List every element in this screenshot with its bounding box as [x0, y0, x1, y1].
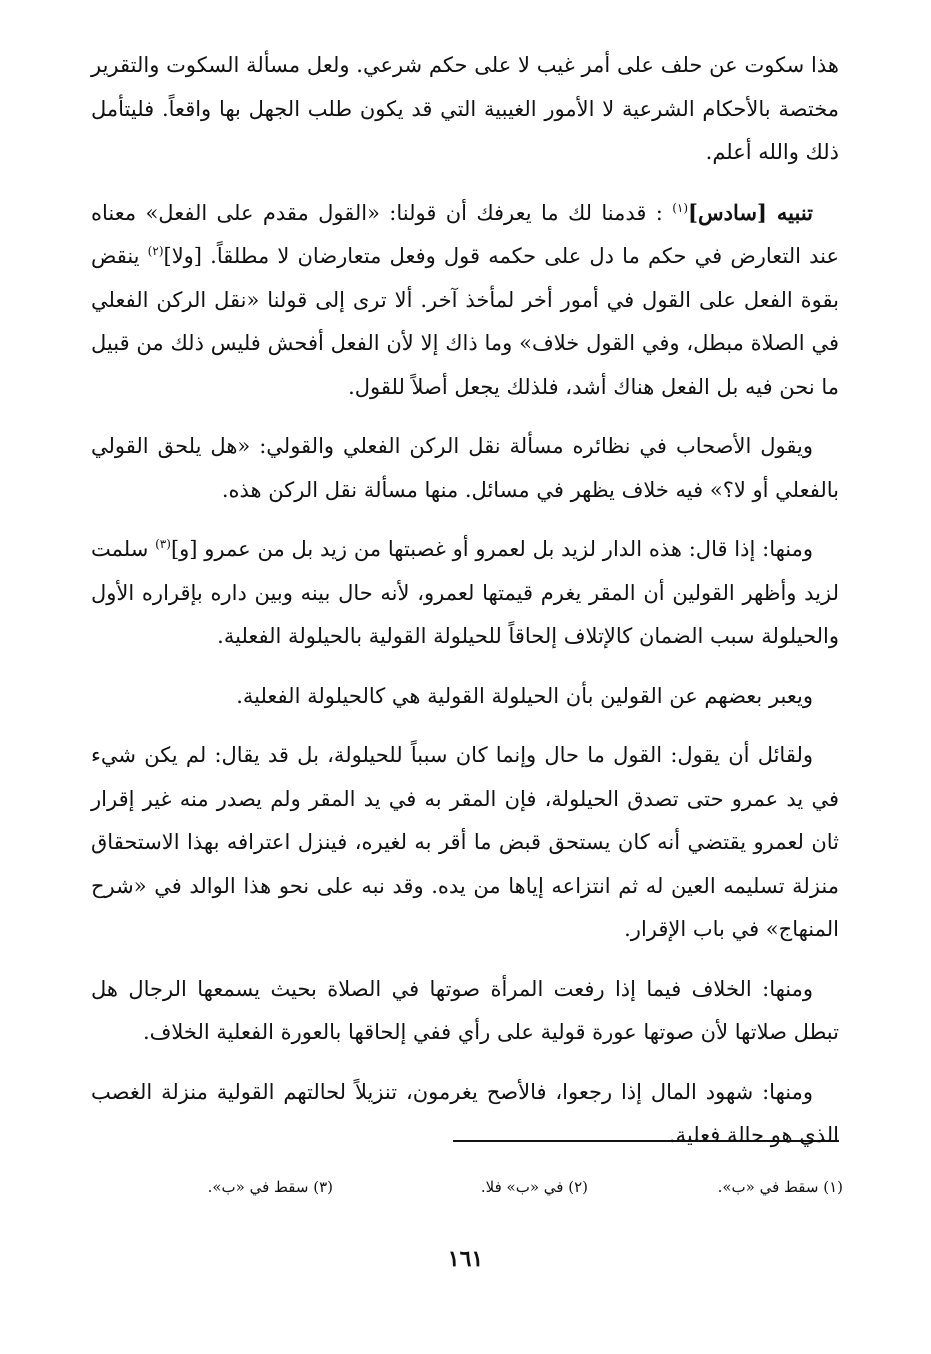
paragraph-4 [91, 528, 839, 659]
footnote-mark-2[interactable]: (٢) [147, 244, 164, 258]
paragraph-5-text: ويعبر بعضهم عن القولين بأن الحيلولة القولية هي كالحيلولة الفعلية. [236, 683, 813, 708]
paragraph-5 [91, 675, 839, 719]
paragraph-1 [91, 44, 839, 175]
paragraph-6 [91, 734, 839, 952]
paragraph-8 [91, 1071, 839, 1158]
paragraph-6-text: ولقائل أن يقول: القول ما حال وإنما كان سبباً للحيلولة، بل قد يقال: لم يكن شيء في يد عمرو حتى تصدق الحيلولة، فإن المقر به في يد المقر ولم يصدر منه غير إقرار ثان لعمرو يقتضي أنه كان يستحق قبض ما أقر به لغيره، فينزل اعترافه بهذا الاستحقاق منزلة تسليمه العين له ثم انتزاعه إياها من يده. وقد نبه على نحو هذا الوالد في «شرح المنهاج» في باب الإقرار. [91, 743, 840, 941]
paragraph-3 [91, 425, 839, 512]
paragraph-8-text: ومنها: شهود المال إذا رجعوا، فالأصح يغرمون، تنزيلاً لحالتهم القولية منزلة الغصب الذي هو حالة فعلية. [91, 1079, 839, 1147]
page-body [91, 44, 839, 1174]
footnote-2: (٢) في «ب» فلا. [480, 1178, 588, 1196]
paragraph-2 [91, 191, 839, 410]
paragraph-7 [91, 968, 839, 1055]
footnote-1: (١) سقط في «ب». [717, 1178, 843, 1196]
footnotes [83, 1176, 843, 1198]
paragraph-1-text: هذا سكوت عن حلف على أمر غيب لا على حكم شرعي. ولعل مسألة السكوت والتقرير مختصة بالأحكام الشرعية لا الأمور الغيبية التي قد يكون طلب الجهل بها واقعاً. فليتأمل ذلك والله أعلم. [91, 53, 839, 164]
paragraph-4-text-after: سلمت لزيد وأظهر القولين أن المقر يغرم قيمتها لعمرو، لأنه حال بينه وبين داره بإقراره الأول والحيلولة سبب الضمان كالإتلاف إلحاقاً للحيلولة القولية بالحيلولة الفعلية. [91, 537, 839, 648]
footnote-divider [453, 1140, 839, 1142]
paragraph-3-text: ويقول الأصحاب في نظائره مسألة نقل الركن الفعلي والقولي: «هل يلحق القولي بالفعلي أو لا؟» فيه خلاف يظهر في مسائل. منها مسألة نقل الركن هذه. [91, 434, 839, 502]
page-number: ١٦١ [447, 1246, 484, 1272]
paragraph-2-lead: تنبيه [سادس] [688, 199, 813, 225]
paragraph-4-text: ومنها: إذا قال: هذه الدار لزيد بل لعمرو أو غصبتها من زيد بل من عمرو [و] [170, 537, 814, 561]
paragraph-2-text-after: ينقض بقوة الفعل على القول في أمور أخر لمأخذ آخر. ألا ترى إلى قولنا «نقل الركن الفعلي في الصلاة مبطل، وفي القول خلاف» وما ذاك إلا لأن الفعل أفحش فليس ذلك من قبيل ما نحن فيه بل الفعل هناك أشد، فلذلك يجعل أصلاً للقول. [91, 244, 839, 399]
paragraph-7-text: ومنها: الخلاف فيما إذا رفعت المرأة صوتها في الصلاة بحيث يسمعها الرجال هل تبطل صلاتها لأن صوتها عورة قولية على رأي ففي إلحاقها بالعورة الفعلية الخلاف. [91, 976, 839, 1044]
footnote-mark-1[interactable]: (١) [672, 200, 689, 215]
footnote-3: (٣) سقط في «ب». [207, 1178, 333, 1196]
paragraph-2-text: : قدمنا لك ما يعرفك أن قولنا: «القول مقدم على الفعل» معناه عند التعارض في حكم ما دل على حكمه قول وفعل متعارضان لا مطلقاً. [ولا] [91, 200, 839, 268]
footnote-mark-3[interactable]: (٣) [155, 537, 171, 551]
